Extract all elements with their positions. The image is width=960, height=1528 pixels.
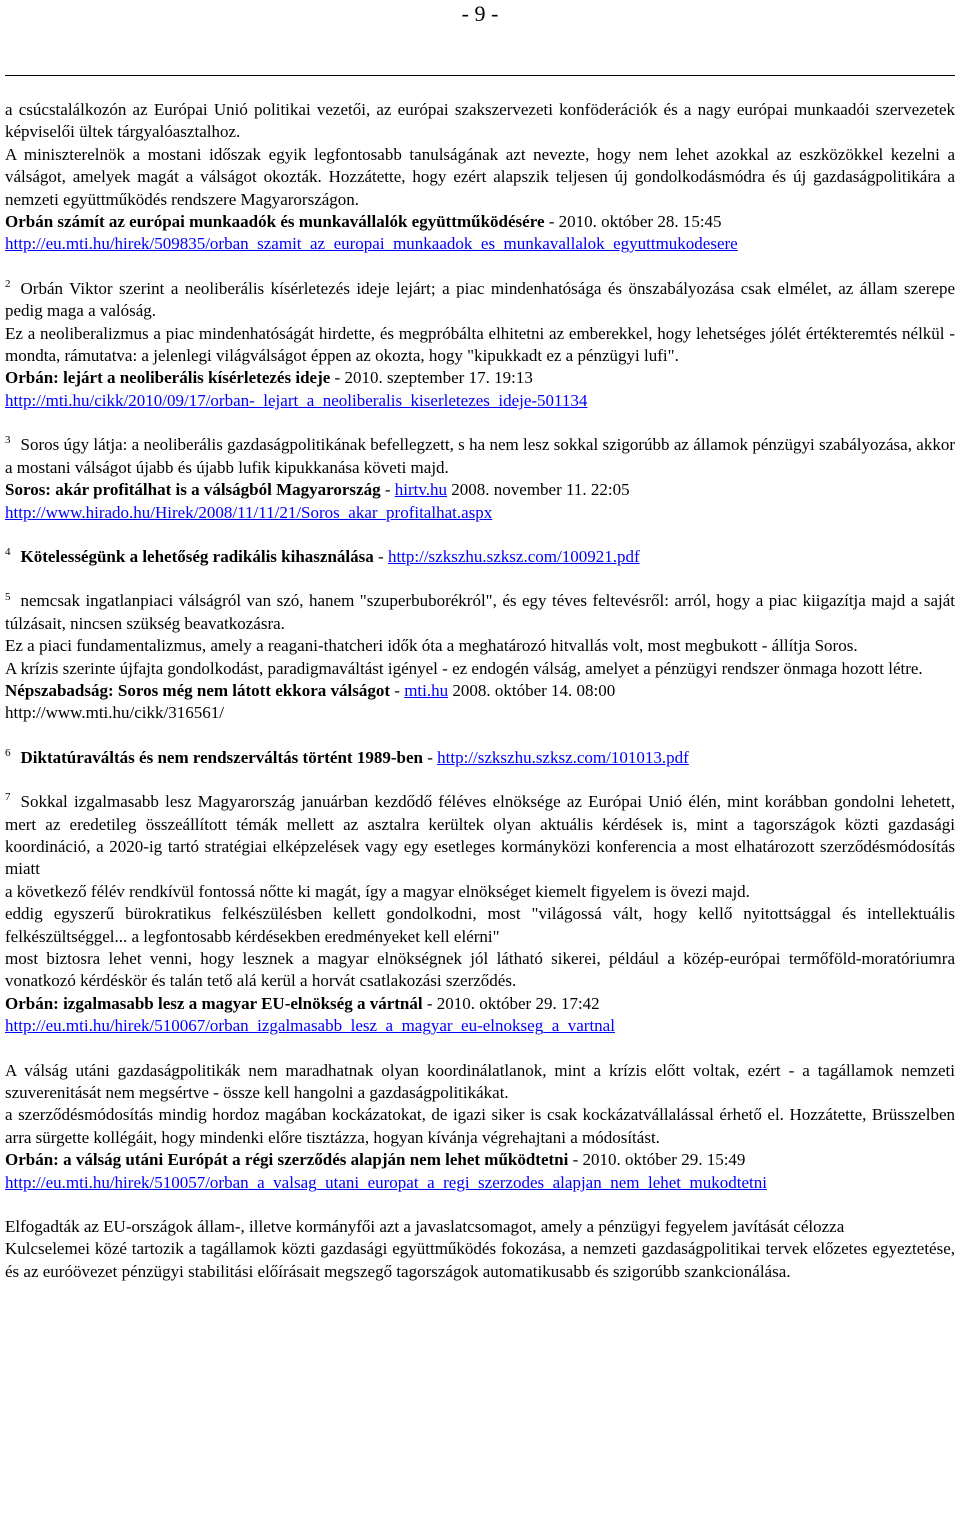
fn5-url-line: http://www.mti.hu/cikk/316561/ <box>5 703 224 723</box>
fn1-citation <box>5 211 955 233</box>
fn2-paragraph-1 <box>5 278 955 323</box>
fn2-date: - 2010. szeptember 17. 19:13 <box>330 368 533 388</box>
fn2-link[interactable]: http://mti.hu/cikk/2010/09/17/orban-_lejart_a_neoliberalis_kiserletezes_ideje-501134 <box>5 390 588 410</box>
spacer <box>5 568 955 590</box>
fn5-paragraph-1 <box>5 590 955 635</box>
spacer <box>5 725 955 747</box>
block9-paragraph-1: Elfogadták az EU-országok állam-, illetve kormányfői azt a javaslatcsomagot, amely a pénzügyi fegyelem javítását célozza <box>5 1217 845 1237</box>
fn5-date: 2008. október 14. 08:00 <box>448 680 616 700</box>
fn2-article-title: Orbán: lejárt a neoliberális kísérletezés ideje <box>5 368 331 388</box>
header-divider <box>5 75 955 76</box>
page-number: - 9 - <box>461 1 499 26</box>
fn6-article-title: Diktatúraváltás és nem rendszerváltás történt 1989-ben <box>20 747 423 767</box>
block8-paragraph-1: A válság utáni gazdaságpolitikák nem maradhatnak olyan koordinálatlanok, mint a krízis előtt voltak, ezért - a tagállamok nemzeti szuverenitását nem megsértve - össze kell hangolni a gazdaságpolitikákat. <box>5 1060 955 1103</box>
fn3-date: 2008. november 11. 22:05 <box>447 480 630 500</box>
fn3-article-title: Soros: akár profitálhat is a válságból Magyarország <box>5 480 381 500</box>
fn3-citation <box>5 479 955 501</box>
fn3-marker: 3 <box>5 434 11 447</box>
fn5-citation <box>5 680 955 702</box>
fn3-separator: - <box>380 480 395 500</box>
block8-url-line <box>5 1172 955 1194</box>
fn1-paragraph-1: a csúcstalálkozón az Európai Unió politikai vezetői, az európai szakszervezeti konföderációk és a nagy európai munkaadói szervezetek képviselői ültek tárgyalóasztalhoz. <box>5 100 955 142</box>
fn7-date: - 2010. október 29. 17:42 <box>422 993 600 1013</box>
fn7-link[interactable]: http://eu.mti.hu/hirek/510067/orban_izgalmasabb_lesz_a_magyar_eu-elnokseg_a_vartnal <box>5 1016 615 1036</box>
fn3-text-1: Soros úgy látja: a neoliberális gazdaságpolitikának befellegzett, s ha nem lesz sokkal szigorúbb az államok pénzügyi szabályozása, akkor a mostani válságot újabb és újabb lufik kipukkanása követi majd. <box>5 435 955 477</box>
fn7-paragraph-1 <box>5 791 955 881</box>
fn1-paragraph-2: A miniszterelnök a mostani időszak egyik legfontosabb tanulságának azt nevezte, hogy nem lehet azokkal az eszközökkel kezelni a válságot, amelyek magát a válságot okozták. Hozzátette, hogy ezért alapszik teljesen új gondolkodásmódra és új gazdaságpolitikára a nemzeti együttműködés rendszere Magyarországon. <box>5 144 955 209</box>
spacer <box>5 256 955 278</box>
fn7-paragraph-4: most biztosra lehet venni, hogy lesznek a magyar elnökségnek jól látható sikerei, például a közép-európai termőföld-moratóriumra vonatkozó kérdéskör és talán tető alá kerül a horvát csatlakozási szerződés. <box>5 949 955 991</box>
fn2-marker: 2 <box>5 278 11 291</box>
fn3-source-link[interactable]: hirtv.hu <box>394 480 448 500</box>
fn7-paragraph-2: a következő félév rendkívül fontossá nőtte ki magát, így a magyar elnökséget kiemelt figyelem is övezi majd. <box>5 881 750 901</box>
fn7-citation <box>5 993 955 1015</box>
spacer <box>5 412 955 434</box>
fn7-marker: 7 <box>5 791 11 804</box>
block8-link[interactable]: http://eu.mti.hu/hirek/510057/orban_a_valsag_utani_europat_a_regi_szerzodes_alapjan_nem_lehet_mukodtetni <box>5 1172 767 1192</box>
fn5-article-title: Népszabadság: Soros még nem látott ekkora válságot <box>5 680 391 700</box>
fn2-text-1: Orbán Viktor szerint a neoliberális kísérletezés ideje lejárt; a piac mindenhatósága és önszabályozása csak elmélet, az állam szerepe pedig maga a valóság. <box>5 278 955 321</box>
spacer <box>5 769 955 791</box>
fn2-citation <box>5 367 955 389</box>
fn5-separator: - <box>390 680 405 700</box>
spacer <box>5 524 955 546</box>
fn1-url-line <box>5 233 955 255</box>
fn3-link[interactable]: http://www.hirado.hu/Hirek/2008/11/11/21/Soros_akar_profitalhat.aspx <box>5 502 493 522</box>
spacer <box>5 1194 955 1216</box>
fn7-article-title: Orbán: izgalmasabb lesz a magyar EU-elnökség a vártnál <box>5 993 423 1013</box>
fn1-article-title: Orbán számít az európai munkaadók és munkavállalók együttműködésére <box>5 212 545 232</box>
spacer <box>5 1038 955 1060</box>
fn5-marker: 5 <box>5 590 11 603</box>
fn6-separator: - <box>422 747 438 767</box>
fn3-paragraph-1 <box>5 434 955 479</box>
block8-paragraph-2: a szerződésmódosítás mindig hordoz magában kockázatokat, de igazi siker is csak kockázatvállalással érhető el. Hozzátette, Brüsszelben arra sürgette kollégáit, hogy mindenki előre tisztázza, hogyan kívánja végrehajtani a módosítást. <box>5 1105 955 1147</box>
fn2-url-line <box>5 390 955 412</box>
fn5-source-link[interactable]: mti.hu <box>404 680 449 700</box>
fn4-marker: 4 <box>5 546 11 559</box>
fn5-text-1: nemcsak ingatlanpiaci válságról van szó, hanem "szuperbuborékról", és egy téves feltevésről: arról, hogy a piac kiigazítja majd a saját túlzásait, nincsen szükség beavatkozásra. <box>5 591 955 633</box>
fn7-url-line <box>5 1015 955 1037</box>
block9-paragraph-2: Kulcselemei közé tartozik a tagállamok közti gazdasági együttműködés fokozása, a nemzeti gazdaságpolitikai tervek előzetes egyeztetése, és az euróövezet pénzügyi stabilitási előírásait megszegő tagországok automatikusabb és szigorúbb szankcionálása. <box>5 1239 955 1281</box>
fn4-separator: - <box>373 546 388 566</box>
fn5-paragraph-3: A krízis szerinte újfajta gondolkodást, paradigmaváltást igényel - ez endogén válság, amelyet a pénzügyi rendszer önmaga hozott létre. <box>5 658 923 678</box>
fn3-url-line <box>5 502 955 524</box>
fn7-paragraph-3: eddig egyszerű bürokratikus felkészülésben kellett gondolkodni, most "világossá vált, hogy kellő nyitottsággal és intellektuális felkészültséggel... a legfontosabb kérdésekben eredményeket kell elérni" <box>5 904 955 946</box>
fn1-link[interactable]: http://eu.mti.hu/hirek/509835/orban_szamit_az_europai_munkaadok_es_munkavallalok_egyuttmukodesere <box>5 234 738 254</box>
fn6-marker: 6 <box>5 746 11 759</box>
block8-citation <box>5 1149 955 1171</box>
fn4-article-title: Kötelességünk a lehetőség radikális kihasználása <box>20 546 374 566</box>
fn6-link[interactable]: http://szkszhu.szksz.com/101013.pdf <box>437 747 689 767</box>
fn2-paragraph-2: Ez a neoliberalizmus a piac mindenhatóságát hirdette, és megpróbálta elhitetni az emberekkel, hogy lehetséges jólét értékteremtés nélkül - mondta, rámutatva: a jelenlegi világválságot éppen az okozta, hogy "kipukkadt ez a pénzügyi lufi". <box>5 323 955 366</box>
fn5-paragraph-2: Ez a piaci fundamentalizmus, amely a reagani-thatcheri idők óta a meghatározó hitvallás volt, most megbukott - állítja Soros. <box>5 636 858 656</box>
fn7-text-1: Sokkal izgalmasabb lesz Magyarország januárban kezdődő féléves elnöksége az Európai Unió élén, mint korábban gondolni lehetett, mert az eredetileg összeállított témák mellett az asztalra kerültek olyan aktuális kérdések is, mint a tagországok közti gazdasági koordináció, a 2020-ig tartó stratégiai elképzelések vagy egy esetleges kormányközi konferencia a most elhatározott szerződésmódosítás miatt <box>5 792 955 879</box>
block8-date: - 2010. október 29. 15:49 <box>568 1150 746 1170</box>
footnotes-body <box>5 99 955 1283</box>
fn4-link[interactable]: http://szkszhu.szksz.com/100921.pdf <box>387 546 640 566</box>
fn6-citation <box>5 747 955 769</box>
fn1-date: - 2010. október 28. 15:45 <box>544 212 722 232</box>
block8-article-title: Orbán: a válság utáni Európát a régi szerződés alapján nem lehet működtetni <box>5 1150 569 1170</box>
fn4-citation <box>5 546 955 568</box>
